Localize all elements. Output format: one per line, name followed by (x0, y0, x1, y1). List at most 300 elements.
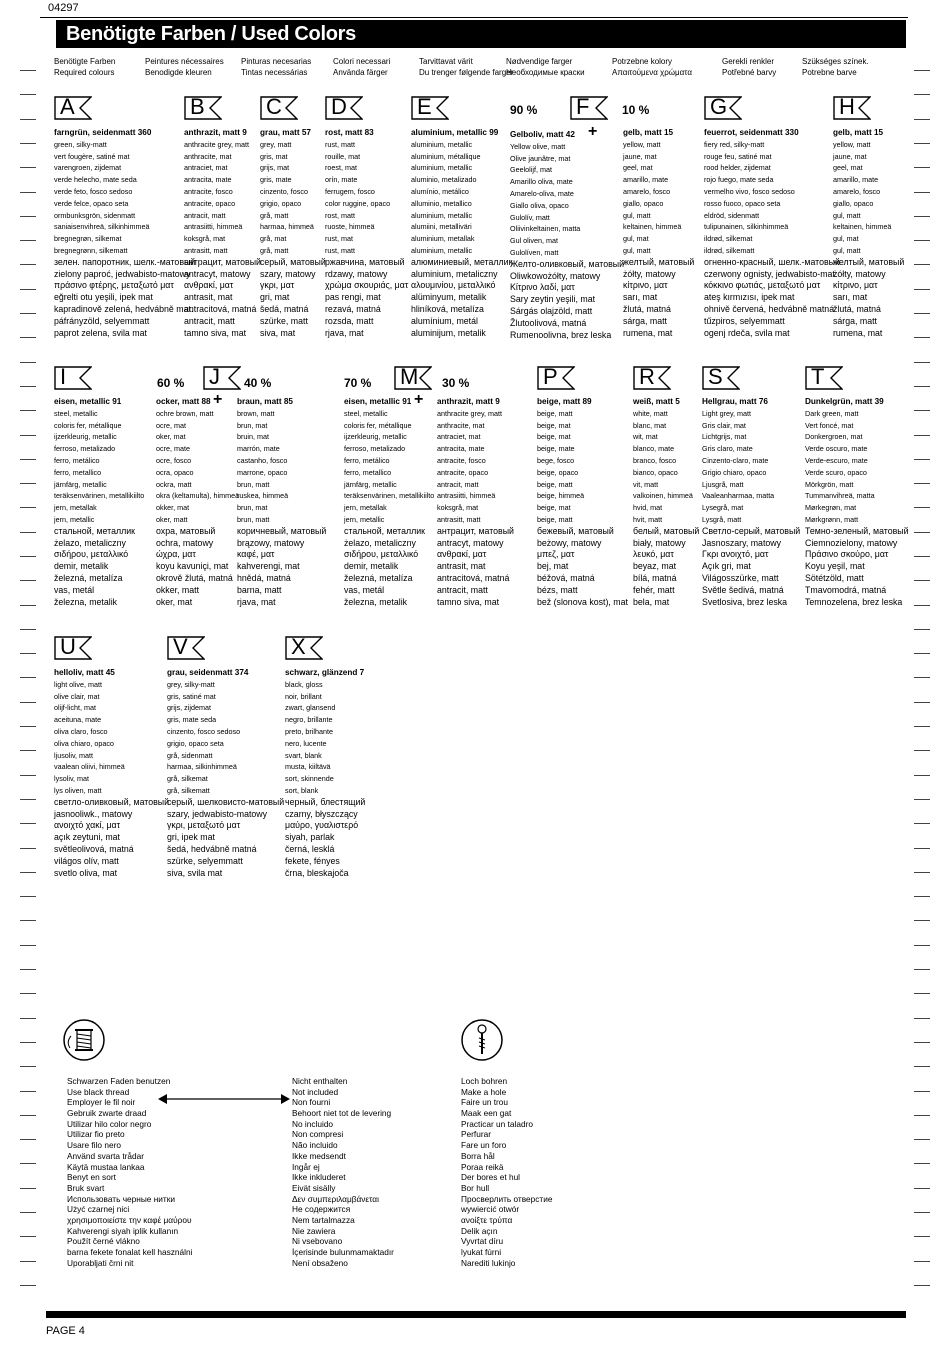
color-translation: barna, matt (237, 584, 282, 595)
color-entry (54, 396, 144, 608)
color-translation: antracyt, matowy (437, 537, 504, 548)
language-label-line: Colori necessari (333, 57, 391, 66)
color-code-flag (285, 636, 323, 660)
color-translation: Темно-зеленый, матовый (805, 525, 909, 536)
color-translation: paprot zelena, svila mat (54, 327, 147, 338)
color-translation: hvit, matt (633, 514, 663, 524)
language-label (145, 57, 224, 78)
color-translation: žlutá, matná (623, 303, 671, 314)
color-entry (54, 667, 169, 879)
color-code-flag (805, 366, 843, 390)
color-translation: bianco, opaco (633, 467, 678, 477)
color-translation: grå, matt (260, 210, 289, 220)
margin-tick (914, 993, 930, 994)
color-translation: Temnozelena, brez leska (805, 596, 903, 607)
color-translation: antracyt, matowy (184, 268, 251, 279)
color-translation: sárga, matt (833, 315, 878, 326)
margin-tick (914, 94, 930, 95)
color-translation: alumínio, metálico (411, 186, 469, 196)
margin-tick (914, 264, 930, 265)
color-translation: blanco, mate (633, 444, 675, 454)
color-translation: aluminium, metaliczny (411, 268, 498, 279)
color-translation: noir, brillant (285, 691, 322, 701)
color-translation: rouge feu, satiné mat (704, 151, 772, 161)
color-translation: beige, mat (537, 503, 571, 513)
margin-tick (914, 435, 930, 436)
margin-tick (20, 872, 36, 873)
color-translation: grey, matt (260, 139, 292, 149)
language-label-line: Απαιτούμενα χρώματα (612, 67, 692, 77)
margin-tick (20, 799, 36, 800)
color-code-letter: F (576, 94, 590, 119)
color-translation: color ruggine, opaco (325, 198, 391, 208)
margin-tick (914, 1261, 930, 1262)
color-translation: zwart, glansend (285, 703, 336, 713)
mix-plus-m: + (414, 391, 424, 408)
color-translation: aluminio, metalizado (411, 175, 477, 185)
color-translation: gris, mate seda (167, 715, 217, 725)
instruction-line: Není obsaženo (292, 1257, 348, 1268)
color-translation: okrově žlutá, matná (156, 572, 233, 583)
color-name: aluminium, metallic 99 (411, 128, 499, 137)
color-translation: ogenj rdeča, svila mat (704, 327, 790, 338)
color-translation: amarillo, mate (833, 175, 879, 185)
language-label (612, 57, 692, 78)
color-translation: bézs, matt (537, 584, 578, 595)
color-name: grau, seidenmatt 374 (167, 668, 249, 677)
color-translation: světleolivová, matná (54, 843, 134, 854)
color-name: gelb, matt 15 (623, 128, 674, 137)
color-code-letter: B (190, 94, 205, 119)
color-name: rost, matt 83 (325, 128, 374, 137)
color-translation: antracit, matt (184, 210, 226, 220)
color-translation: ijzerkleurig, metallic (54, 432, 117, 442)
color-translation: eğrelti otu yeşili, ipek mat (54, 292, 153, 303)
color-translation: Koyu yeşil, mat (805, 561, 865, 572)
color-translation: антрацит, матовый (184, 256, 261, 267)
color-translation: Açık gri, mat (702, 561, 751, 572)
color-translation: ockra, matt (156, 479, 192, 489)
margin-tick (914, 1066, 930, 1067)
margin-tick (20, 580, 36, 581)
color-translation: jern, metallak (344, 503, 387, 513)
margin-tick (20, 677, 36, 678)
color-translation: rood helder, zijdemat (704, 163, 771, 173)
margin-tick (20, 167, 36, 168)
color-translation: ferro, metálico (344, 455, 390, 465)
page-number: PAGE 4 (46, 1325, 85, 1337)
margin-tick (20, 1115, 36, 1116)
color-entry (633, 396, 699, 608)
color-translation: kapradinově zelená, hedvábně mat. (54, 303, 194, 314)
color-translation: черный, блестящий (285, 796, 366, 807)
color-translation: бежевый, матовый (537, 525, 614, 536)
instruction-line: Use black thread (67, 1086, 130, 1097)
color-translation: ferroso, metalizado (54, 444, 116, 454)
color-entry (167, 667, 284, 879)
color-translation: roest, mat (325, 163, 357, 173)
color-translation: Dark green, matt (805, 408, 859, 418)
color-code-flag (833, 96, 871, 120)
color-translation: серый, матовый (260, 256, 326, 267)
color-translation: pas rengi, mat (325, 292, 381, 303)
color-translation: rust, matt (325, 245, 355, 255)
margin-tick (20, 848, 36, 849)
color-translation: Grigio chiaro, opaco (702, 467, 767, 477)
color-translation: varengroen, zijdemat (54, 163, 122, 173)
color-translation: μαύρο, γυαλιστερό (285, 820, 359, 831)
color-translation: Oliivinkeltainen, matta (510, 224, 581, 234)
color-translation: Gulolíven, matt (510, 247, 559, 257)
color-translation: Sötétzöld, matt (805, 572, 864, 583)
color-translation: vaalean oliivi, himmeä (54, 762, 125, 772)
margin-tick (914, 1163, 930, 1164)
color-translation: Donkergroen, mat (805, 432, 863, 442)
color-translation: demir, metalik (344, 561, 399, 572)
color-translation: Yellow olive, matt (510, 141, 566, 151)
color-translation: cinzento, fosco (260, 186, 308, 196)
color-translation: tulipunainen, silkinhimmeä (704, 222, 789, 232)
margin-tick (20, 289, 36, 290)
margin-tick (20, 410, 36, 411)
color-translation: Jasnoszary, matowy (702, 537, 782, 548)
color-translation: verde feto, fosco sedoso (54, 186, 133, 196)
color-translation: antracit, matt (437, 479, 479, 489)
margin-tick (914, 1042, 930, 1043)
color-translation: antracit, matt (184, 315, 235, 326)
color-translation: bregnegrønn, silkematt (54, 245, 128, 255)
color-translation: желтый, матовый (623, 256, 695, 267)
color-translation: ocre, fosco (156, 455, 192, 465)
color-translation: páfrányzöld, selyemmatt (54, 315, 150, 326)
color-translation: ferro, metallico (344, 467, 392, 477)
color-translation: σιδήρου, μεταλλικό (344, 549, 419, 560)
color-translation: czarny, błyszczący (285, 808, 358, 819)
margin-tick (20, 702, 36, 703)
color-translation: yellow, matt (833, 139, 871, 149)
margin-tick (20, 119, 36, 120)
color-translation: aluminium, metallic (411, 245, 473, 255)
color-translation: ildrød, silkemat (704, 234, 753, 244)
margin-tick (914, 459, 930, 460)
color-translation: tűzpiros, selyemmatt (704, 315, 785, 326)
color-translation: jasnooliwk., matowy (54, 808, 133, 819)
color-translation: preto, brilhante (285, 726, 333, 736)
color-translation: teräksenvärinen, metallikiilto (54, 491, 145, 501)
thread-spool-icon (62, 1018, 106, 1067)
language-label-line: Required colours (54, 67, 115, 77)
color-translation: Cinzento-claro, mate (702, 455, 769, 465)
color-translation: Geelolijf, mat (510, 165, 552, 175)
margin-tick (914, 386, 930, 387)
top-rule (40, 17, 908, 18)
margin-tick (20, 556, 36, 557)
color-translation: beige, matt (537, 479, 573, 489)
color-translation: охра, матовый (156, 525, 216, 536)
color-code-letter: I (60, 364, 67, 389)
color-translation: amarelo, fosco (833, 186, 881, 196)
instruction-line: Perfurar (461, 1129, 491, 1140)
instruction-line: Gebruik zwarte draad (67, 1108, 147, 1119)
color-translation: olijf-licht, mat (54, 703, 96, 713)
instruction-line: Behoort niet tot de levering (292, 1108, 392, 1119)
color-translation: marrone, opaco (237, 467, 288, 477)
language-label-line: Tintas necessárias (241, 67, 308, 77)
color-translation: ohnivě červená, hedvábně matná (704, 303, 835, 314)
color-entry (623, 127, 694, 339)
color-translation: Sárgás olajzöld, matt (510, 305, 593, 316)
color-translation: antracita, mate (437, 444, 485, 454)
color-code-flag (570, 96, 608, 120)
color-translation: világos olív, matt (54, 855, 119, 866)
page-title: Benötigte Farben / Used Colors (56, 20, 906, 48)
color-translation: Tummanvihreä, matta (805, 491, 875, 501)
language-label (419, 57, 513, 78)
color-name: braun, matt 85 (237, 397, 293, 406)
color-translation: antracite, opaco (437, 467, 489, 477)
instruction-line: Použít černé vlákno (67, 1236, 140, 1247)
instruction-line: Not included (292, 1086, 339, 1097)
color-translation: rezavá, matná (325, 303, 381, 314)
color-translation: fiery red, silky-matt (704, 139, 765, 149)
color-translation: okker, mat (156, 503, 190, 513)
color-translation: Verde oscuro, mate (805, 444, 868, 454)
color-translation: hvid, mat (633, 503, 663, 513)
color-translation: желтый, матовый (833, 256, 905, 267)
color-translation: železná, metalíza (54, 572, 123, 583)
language-label (802, 57, 869, 78)
instruction-line: Kahverengi siyah iplik kullanın (67, 1225, 179, 1236)
color-entry (260, 127, 326, 339)
color-translation: żelazo, metaliczny (54, 537, 126, 548)
margin-tick (20, 653, 36, 654)
margin-tick (20, 896, 36, 897)
color-translation: antrasiitti, himmeä (437, 491, 496, 501)
color-translation: coloris fer, métallique (344, 420, 412, 430)
language-label-line: Tarvittavat värit (419, 57, 473, 66)
color-translation: šedá, hedvábně matná (167, 843, 257, 854)
color-translation: Light grey, matt (702, 408, 752, 418)
margin-tick (20, 483, 36, 484)
color-translation: grigio, opaco seta (167, 738, 224, 748)
color-translation: ruoste, himmeä (325, 222, 375, 232)
color-code-letter: H (839, 94, 855, 119)
color-translation: aluminium, metallak (411, 234, 475, 244)
color-code-letter: T (811, 364, 825, 389)
color-translation: Žlutoolivová, matná (510, 317, 587, 328)
margin-tick (914, 605, 930, 606)
color-translation: beige, mat (537, 432, 571, 442)
color-translation: κόκκινο φωτιάς, μεταξωτό ματ (704, 280, 821, 291)
color-translation: szary, jedwabisto-matowy (167, 808, 268, 819)
color-translation: yellow, matt (623, 139, 661, 149)
color-translation: ώχρα, ματ (156, 549, 196, 560)
color-translation: ferro, metálico (54, 455, 100, 465)
instruction-line: Vyvrtat díru (461, 1236, 504, 1247)
color-translation: κίτρινο, ματ (833, 280, 878, 291)
margin-tick (20, 1188, 36, 1189)
mix-plus-f: + (588, 123, 598, 140)
color-code-letter: C (266, 94, 282, 119)
color-name: anthrazit, matt 9 (437, 397, 500, 406)
color-code-letter: A (60, 94, 75, 119)
color-translation: gul, matt (623, 210, 651, 220)
margin-tick (914, 337, 930, 338)
margin-tick (20, 143, 36, 144)
color-translation: антрацит, матовый (437, 525, 514, 536)
margin-tick (914, 653, 930, 654)
color-translation: fekete, fényes (285, 855, 340, 866)
color-translation: marrón, mate (237, 444, 280, 454)
color-translation: beige, matt (537, 408, 573, 418)
color-translation: gul, matt (833, 210, 861, 220)
color-translation: gul, matt (833, 245, 861, 255)
color-entry (54, 127, 195, 339)
color-translation: Gul oliven, mat (510, 236, 558, 246)
instruction-line: Maak een gat (461, 1108, 512, 1119)
instruction-line: Loch bohren (461, 1076, 508, 1086)
thread-instructions (67, 1076, 192, 1268)
color-translation: sárga, matt (623, 315, 668, 326)
instruction-line: lyukat fúrni (461, 1247, 502, 1257)
color-translation: alumínium, metál (411, 315, 478, 326)
color-translation: oliva claro, fosco (54, 726, 108, 736)
color-translation: antrasitt, matt (184, 245, 228, 255)
color-translation: tamno siva, mat (437, 596, 500, 607)
color-translation: beige, matt (537, 514, 573, 524)
color-translation: rozsda, matt (325, 315, 374, 326)
color-translation: koyu kavuniçi, mat (156, 561, 229, 572)
color-translation: jaune, mat (833, 151, 867, 161)
color-translation: ochre brown, matt (156, 408, 214, 418)
color-translation: nero, lucente (285, 738, 327, 748)
instruction-line: Poraa reikä (461, 1161, 504, 1172)
margin-tick (20, 969, 36, 970)
color-name: ocker, matt 88 (156, 397, 211, 406)
color-translation: šedá, matná (260, 303, 309, 314)
color-translation: siva, mat (260, 327, 296, 338)
margin-tick (914, 70, 930, 71)
color-entry (411, 127, 512, 339)
color-translation: Lysegrå, mat (702, 503, 744, 513)
color-entry (510, 129, 624, 341)
color-translation: antracite, opaco (184, 198, 236, 208)
instruction-line: Käytä mustaa lankaa (67, 1161, 145, 1172)
instruction-line: Nie zawiera (292, 1225, 336, 1236)
instruction-line: İçerisinde bulunmamaktadır (292, 1247, 394, 1257)
ratio-90: 90 % (510, 103, 538, 117)
color-translation: Világosszürke, matt (702, 572, 779, 583)
not-included-list (292, 1076, 394, 1268)
color-translation: svart, blank (285, 750, 322, 760)
color-code-flag (203, 366, 241, 390)
instruction-line: No incluido (292, 1118, 334, 1129)
color-translation: Mørkegrøn, mat (805, 503, 857, 513)
color-entry (325, 127, 408, 339)
margin-tick (914, 799, 930, 800)
color-translation: vit, matt (633, 479, 659, 489)
color-translation: зелен. папоротник, шелк.-матовый (54, 256, 196, 267)
color-translation: bej, mat (537, 561, 569, 572)
color-translation: giallo, opaco (833, 198, 874, 208)
color-translation: bela, mat (633, 596, 670, 607)
color-translation: ferroso, metalizado (344, 444, 406, 454)
color-translation: antracit, matt (437, 584, 488, 595)
color-name: eisen, metallic 91 (54, 397, 122, 406)
color-translation: hnědá, matná (237, 572, 291, 583)
instruction-line: Narediti lukinjo (461, 1257, 516, 1268)
color-translation: antracite, fosco (184, 186, 233, 196)
color-translation: vermelho vivo, fosco sedoso (704, 186, 795, 196)
margin-tick (20, 1018, 36, 1019)
color-translation: amarelo, fosco (623, 186, 671, 196)
color-translation: czerwony ognisty, jedwabisto-mat. (704, 268, 838, 279)
language-label-line: Nødvendige farger (506, 57, 573, 66)
color-translation: Vert foncé, mat (805, 420, 854, 430)
margin-tick (20, 216, 36, 217)
color-translation: ateş kırmızısı, ipek mat (704, 292, 795, 303)
color-translation: gul, mat (833, 234, 859, 244)
color-translation: anthracite grey, matt (437, 408, 502, 418)
color-translation: black, gloss (285, 679, 323, 689)
color-translation: antrasiitti, himmeä (184, 222, 243, 232)
instruction-line: ανοίξτε τρύπα (461, 1214, 513, 1225)
color-name: eisen, metallic 91 (344, 397, 412, 406)
color-code-flag (54, 96, 92, 120)
color-translation: branco, fosco (633, 455, 677, 465)
color-entry (537, 396, 628, 608)
bottom-rule (46, 1311, 906, 1318)
color-translation: alumiini, metalliväri (411, 222, 472, 232)
color-translation: bregnegrøn, silkemat (54, 234, 122, 244)
drill-hole-icon (460, 1018, 504, 1067)
instruction-line: Bruk svart (67, 1182, 105, 1193)
color-code-flag (54, 366, 92, 390)
language-label-line: Potrebne barve (802, 67, 857, 77)
color-translation: brun, matt (237, 479, 270, 489)
color-translation: ochra, matowy (156, 537, 214, 548)
color-translation: Amarelo-oliva, mate (510, 188, 574, 198)
color-translation: alluminio, metallico (411, 198, 472, 208)
color-translation: verde felce, opaco seta (54, 198, 129, 208)
color-translation: aluminium, metallic (411, 210, 473, 220)
color-translation: antraciet, mat (184, 163, 228, 173)
margin-tick (20, 94, 36, 95)
margin-tick (914, 532, 930, 533)
language-label-line: Använda färger (333, 67, 388, 77)
color-translation: Γκρι ανοιχτό, ματ (702, 549, 769, 560)
color-translation: beige, himmeä (537, 491, 585, 501)
margin-tick (20, 920, 36, 921)
ratio-10: 10 % (622, 103, 650, 117)
color-entry (285, 667, 365, 879)
color-translation: gris, satiné mat (167, 691, 216, 701)
margin-tick (914, 119, 930, 120)
instruction-line: barna fekete fonalat kell használni (67, 1247, 193, 1257)
color-translation: anthracite, mat (437, 420, 485, 430)
color-code-flag (167, 636, 205, 660)
color-code-letter: X (291, 634, 306, 659)
instruction-line: Utilizar fio preto (67, 1129, 125, 1140)
language-label-line: Benodigde kleuren (145, 67, 212, 77)
margin-tick (20, 823, 36, 824)
margin-tick (914, 823, 930, 824)
color-code-letter: P (543, 364, 558, 389)
color-translation: béžová, matná (537, 572, 595, 583)
color-code-flag (537, 366, 575, 390)
instruction-line: Eivät sisälly (292, 1182, 336, 1193)
language-label-line: Необходимые краски (506, 67, 585, 77)
